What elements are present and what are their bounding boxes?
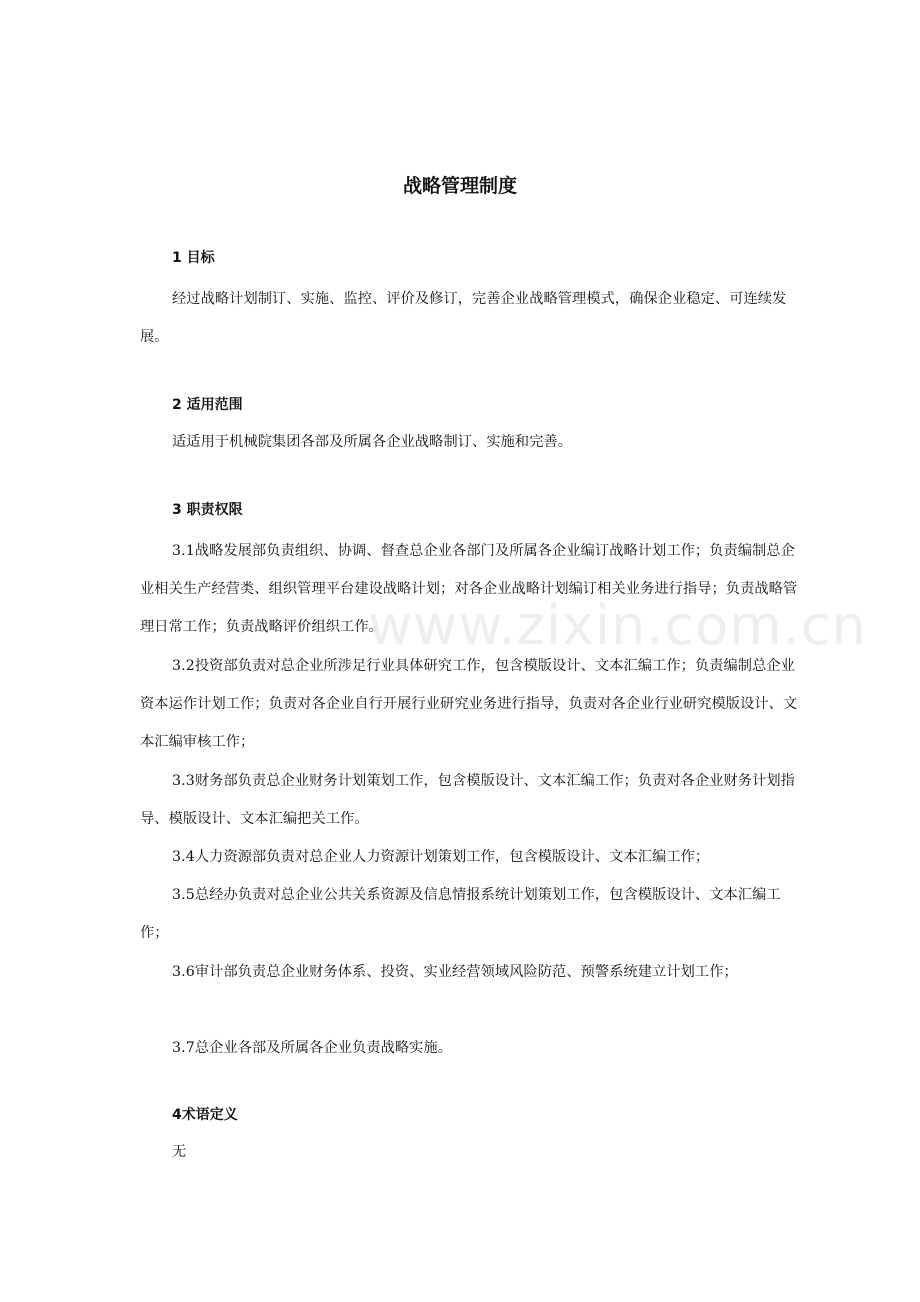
section-paragraph: 3.5总经办负责对总企业公共关系资源及信息情报系统计划策划工作，包含模版设计、文本汇编工作； [140, 887, 781, 941]
section-heading-responsibilities: 3 职责权限 [172, 502, 243, 518]
section-heading-scope: 2 适用范围 [172, 397, 243, 413]
section-paragraph: 无 [172, 1144, 187, 1160]
section-paragraph: 3.7总企业各部及所属各企业负责战略实施。 [172, 1040, 453, 1056]
section-paragraph: 3.4人力资源部负责对总企业人力资源计划策划工作，包含模版设计、文本汇编工作； [172, 849, 710, 865]
section-paragraph: 经过战略计划制订、实施、监控、评价及修订，完善企业战略管理模式，确保企业稳定、可连续发展。 [140, 291, 787, 345]
section-paragraph: 3.1战略发展部负责组织、协调、督查总企业各部门及所属各企业编订战略计划工作；负责编制总企业相关生产经营类、组织管理平台建设战略计划；对各企业战略计划编订相关业务进行指导；负责战略管理日常工作；负责战略评价组织工作。 [140, 543, 798, 635]
site-watermark: www.zixin.com.cn [368, 594, 867, 657]
section-heading-definitions: 4术语定义 [172, 1107, 238, 1123]
section-paragraph: 适适用于机械院集团各部及所属各企业战略制订、实施和完善。 [172, 434, 573, 450]
section-paragraph: 3.6审计部负责总企业财务体系、投资、实业经营领域风险防范、预警系统建立计划工作； [172, 964, 738, 980]
document-title: 战略管理制度 [402, 175, 517, 197]
section-paragraph: 3.3财务部负责总企业财务计划策划工作，包含模版设计、文本汇编工作；负责对各企业财务计划指导、模版设计、文本汇编把关工作。 [140, 773, 795, 827]
section-heading-objective: 1 目标 [172, 250, 215, 266]
section-paragraph: 3.2投资部负责对总企业所涉足行业具体研究工作，包含模版设计、文本汇编工作；负责编制总企业资本运作计划工作；负责对各企业自行开展行业研究业务进行指导，负责对各企业行业研究模版设计、文本汇编审核工作； [140, 658, 798, 750]
